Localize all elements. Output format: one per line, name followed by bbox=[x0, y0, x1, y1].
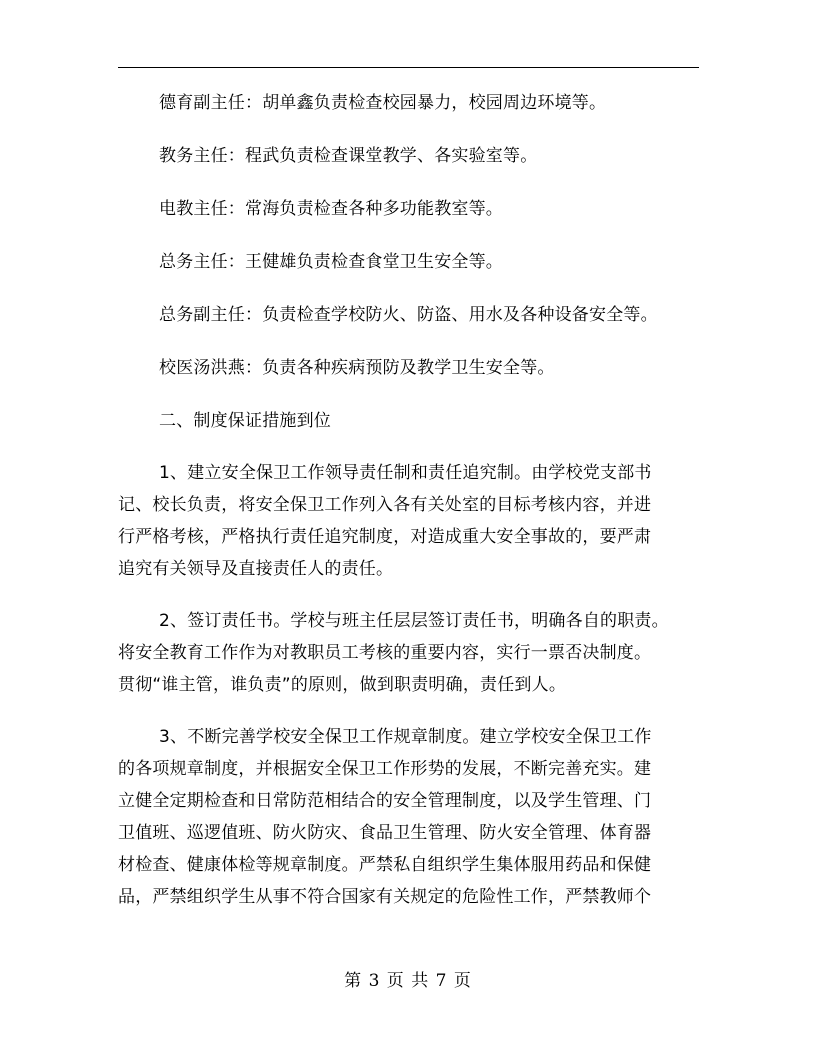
paragraph-line: 材检查、健康体检等规章制度。严禁私自组织学生集体服用药品和保健 bbox=[118, 855, 652, 875]
staff-line-doctor: 校医汤洪燕：负责各种疾病预防及教学卫生安全等。 bbox=[159, 358, 555, 378]
paragraph-line: 将安全教育工作作为对教职员工考核的重要内容，实行一票否决制度。 bbox=[118, 643, 652, 663]
paragraph-line: 记、校长负责，将安全保卫工作列入各有关处室的目标考核内容，并进 bbox=[118, 495, 652, 515]
document-body bbox=[118, 90, 704, 910]
paragraph-line: 的各项规章制度，并根据安全保卫工作形势的发展，不断完善充实。建 bbox=[118, 759, 652, 779]
staff-line-academic: 教务主任：程武负责检查课堂教学、各实验室等。 bbox=[159, 146, 538, 166]
section-heading: 二、制度保证措施到位 bbox=[159, 411, 331, 431]
paragraph-2 bbox=[118, 608, 704, 698]
paragraph-line: 行严格考核，严格执行责任追究制度，对造成重大安全事故的，要严肃 bbox=[118, 527, 652, 547]
paragraph-line: 品，严禁组织学生从事不符合国家有关规定的危险性工作，严禁教师个 bbox=[118, 887, 652, 907]
staff-line-general-deputy: 总务副主任：负责检查学校防火、防盗、用水及各种设备安全等。 bbox=[159, 305, 658, 325]
paragraph-line: 立健全定期检查和日常防范相结合的安全管理制度，以及学生管理、门 bbox=[118, 791, 652, 811]
paragraph-line: 卫值班、巡逻值班、防火防灾、食品卫生管理、防火安全管理、体育器 bbox=[118, 823, 652, 843]
header-rule bbox=[118, 67, 699, 68]
paragraph-1 bbox=[118, 460, 704, 582]
staff-line-moral-deputy: 德育副主任：胡单鑫负责检查校园暴力，校园周边环境等。 bbox=[159, 93, 607, 113]
page-number-footer: 第 3 页 共 7 页 bbox=[344, 971, 472, 991]
paragraph-line: 贯彻“谁主管，谁负责”的原则，做到职责明确，责任到人。 bbox=[118, 675, 567, 695]
paragraph-line: 3、不断完善学校安全保卫工作规章制度。建立学校安全保卫工作 bbox=[159, 727, 652, 747]
paragraph-3 bbox=[118, 724, 704, 910]
paragraph-line: 2、签订责任书。学校与班主任层层签订责任书，明确各自的职责。 bbox=[159, 611, 669, 631]
staff-line-general: 总务主任：王健雄负责检查食堂卫生安全等。 bbox=[159, 252, 503, 272]
paragraph-line: 追究有关领导及直接责任人的责任。 bbox=[118, 559, 394, 579]
paragraph-line: 1、建立安全保卫工作领导责任制和责任追究制。由学校党支部书 bbox=[159, 463, 652, 483]
staff-line-av: 电教主任：常海负责检查各种多功能教室等。 bbox=[159, 199, 503, 219]
